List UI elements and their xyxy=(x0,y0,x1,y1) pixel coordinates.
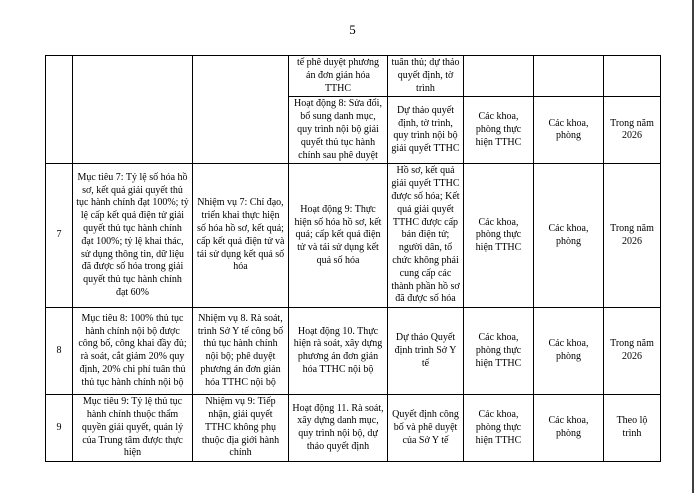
cell-cont-result: tuân thủ; dự thảo quyết định, tờ trình xyxy=(388,56,464,97)
cell-activity8-time: Trong năm 2026 xyxy=(604,97,661,164)
cell-cont-objective-empty xyxy=(73,56,193,164)
cell-row7-activity: Hoạt động 9: Thực hiện số hóa hồ sơ, kết quả; cấp kết quả điện tử và tái sử dụng kết quả số hóa xyxy=(289,164,388,308)
cell-row7-objective: Mục tiêu 7: Tỷ lệ số hóa hồ sơ, kết quả giải quyết thủ tục hành chính đạt 100%; tỷ lệ cấp kết quả điện tử giải quyết thủ tục hành chính đạt 100%; tỷ lệ khai thác, sử dụng thông tin, dữ liệu đã được số hóa trong giải quyết thủ tục hành chính đạt 60% xyxy=(73,164,193,308)
cell-row7-lead: Các khoa, phòng thực hiện TTHC xyxy=(464,164,534,308)
cell-row7-no: 7 xyxy=(46,164,73,308)
cell-activity8-result: Dự thảo quyết định, tờ trình, quy trình nội bộ giải quyết TTHC xyxy=(388,97,464,164)
cell-row8-no: 8 xyxy=(46,308,73,395)
cell-row9-result: Quyết định công bố và phê duyệt của Sở Y tế xyxy=(388,395,464,462)
cell-row7-time: Trong năm 2026 xyxy=(604,164,661,308)
cell-activity8-activity: Hoạt động 8: Sửa đổi, bổ sung danh mục, quy trình nội bộ giải quyết thủ tục hành chính sau phê duyệt xyxy=(289,97,388,164)
cell-row9-lead: Các khoa, phòng thực hiện TTHC xyxy=(464,395,534,462)
cell-row9-activity: Hoạt động 11. Rà soát, xây dựng danh mục, quy trình nội bộ, dự thảo quyết định xyxy=(289,395,388,462)
cell-row8-result: Dự thảo Quyết định trình Sở Y tế xyxy=(388,308,464,395)
cell-cont-lead-empty xyxy=(464,56,534,97)
cell-row8-activity: Hoạt động 10. Thực hiện rà soát, xây dựng phương án đơn giản hóa TTHC nội bộ xyxy=(289,308,388,395)
cell-row7-result: Hồ sơ, kết quả giải quyết TTHC được số hóa; Kết quả giải quyết TTHC được cấp bản điện tử; người dân, tổ chức không phải cung cấp các thành phần hồ sơ đã được số hóa xyxy=(388,164,464,308)
cell-row8-time: Trong năm 2026 xyxy=(604,308,661,395)
page-number: 5 xyxy=(349,22,356,37)
cell-row7-coordinate: Các khoa, phòng xyxy=(534,164,604,308)
page-edge-line xyxy=(692,0,694,493)
table-row-continuation xyxy=(46,56,661,97)
cell-cont-activity: tế phê duyệt phương án đơn giản hóa TTHC xyxy=(289,56,388,97)
cell-activity8-lead: Các khoa, phòng thực hiện TTHC xyxy=(464,97,534,164)
table-row-7 xyxy=(46,164,661,308)
cell-row9-no: 9 xyxy=(46,395,73,462)
cell-cont-coordinate-empty xyxy=(534,56,604,97)
cell-row8-objective: Mục tiêu 8: 100% thủ tục hành chính nội bộ được công bố, công khai đầy đủ; rà soát, cắt giảm 20% quy định, 20% chi phí tuân thủ thủ tục hành chính nội bộ xyxy=(73,308,193,395)
table-row-8 xyxy=(46,308,661,395)
cell-row9-task: Nhiệm vụ 9: Tiếp nhận, giải quyết TTHC không phụ thuộc địa giới hành chính xyxy=(193,395,289,462)
cell-row7-task: Nhiệm vụ 7: Chỉ đạo, triển khai thực hiện số hóa hồ sơ, kết quả; cấp kết quả điện tử và tái sử dụng kết quả số hóa xyxy=(193,164,289,308)
action-plan-table xyxy=(45,55,661,462)
cell-row9-coordinate: Các khoa, phòng xyxy=(534,395,604,462)
table-row-9 xyxy=(46,395,661,462)
cell-row8-coordinate: Các khoa, phòng xyxy=(534,308,604,395)
cell-cont-no-empty xyxy=(46,56,73,164)
cell-cont-time-empty xyxy=(604,56,661,97)
cell-row8-task: Nhiệm vụ 8. Rà soát, trình Sở Y tế công bố thủ tục hành chính nội bộ; phê duyệt phương án đơn giản hóa TTHC nội bộ xyxy=(193,308,289,395)
cell-row9-time: Theo lộ trình xyxy=(604,395,661,462)
cell-row9-objective: Mục tiêu 9: Tỷ lệ thủ tục hành chính thuộc thẩm quyền giải quyết, quản lý của Trung tâm được thực hiện xyxy=(73,395,193,462)
cell-row8-lead: Các khoa, phòng thực hiện TTHC xyxy=(464,308,534,395)
cell-activity8-coordinate: Các khoa, phòng xyxy=(534,97,604,164)
cell-cont-task-empty xyxy=(193,56,289,164)
